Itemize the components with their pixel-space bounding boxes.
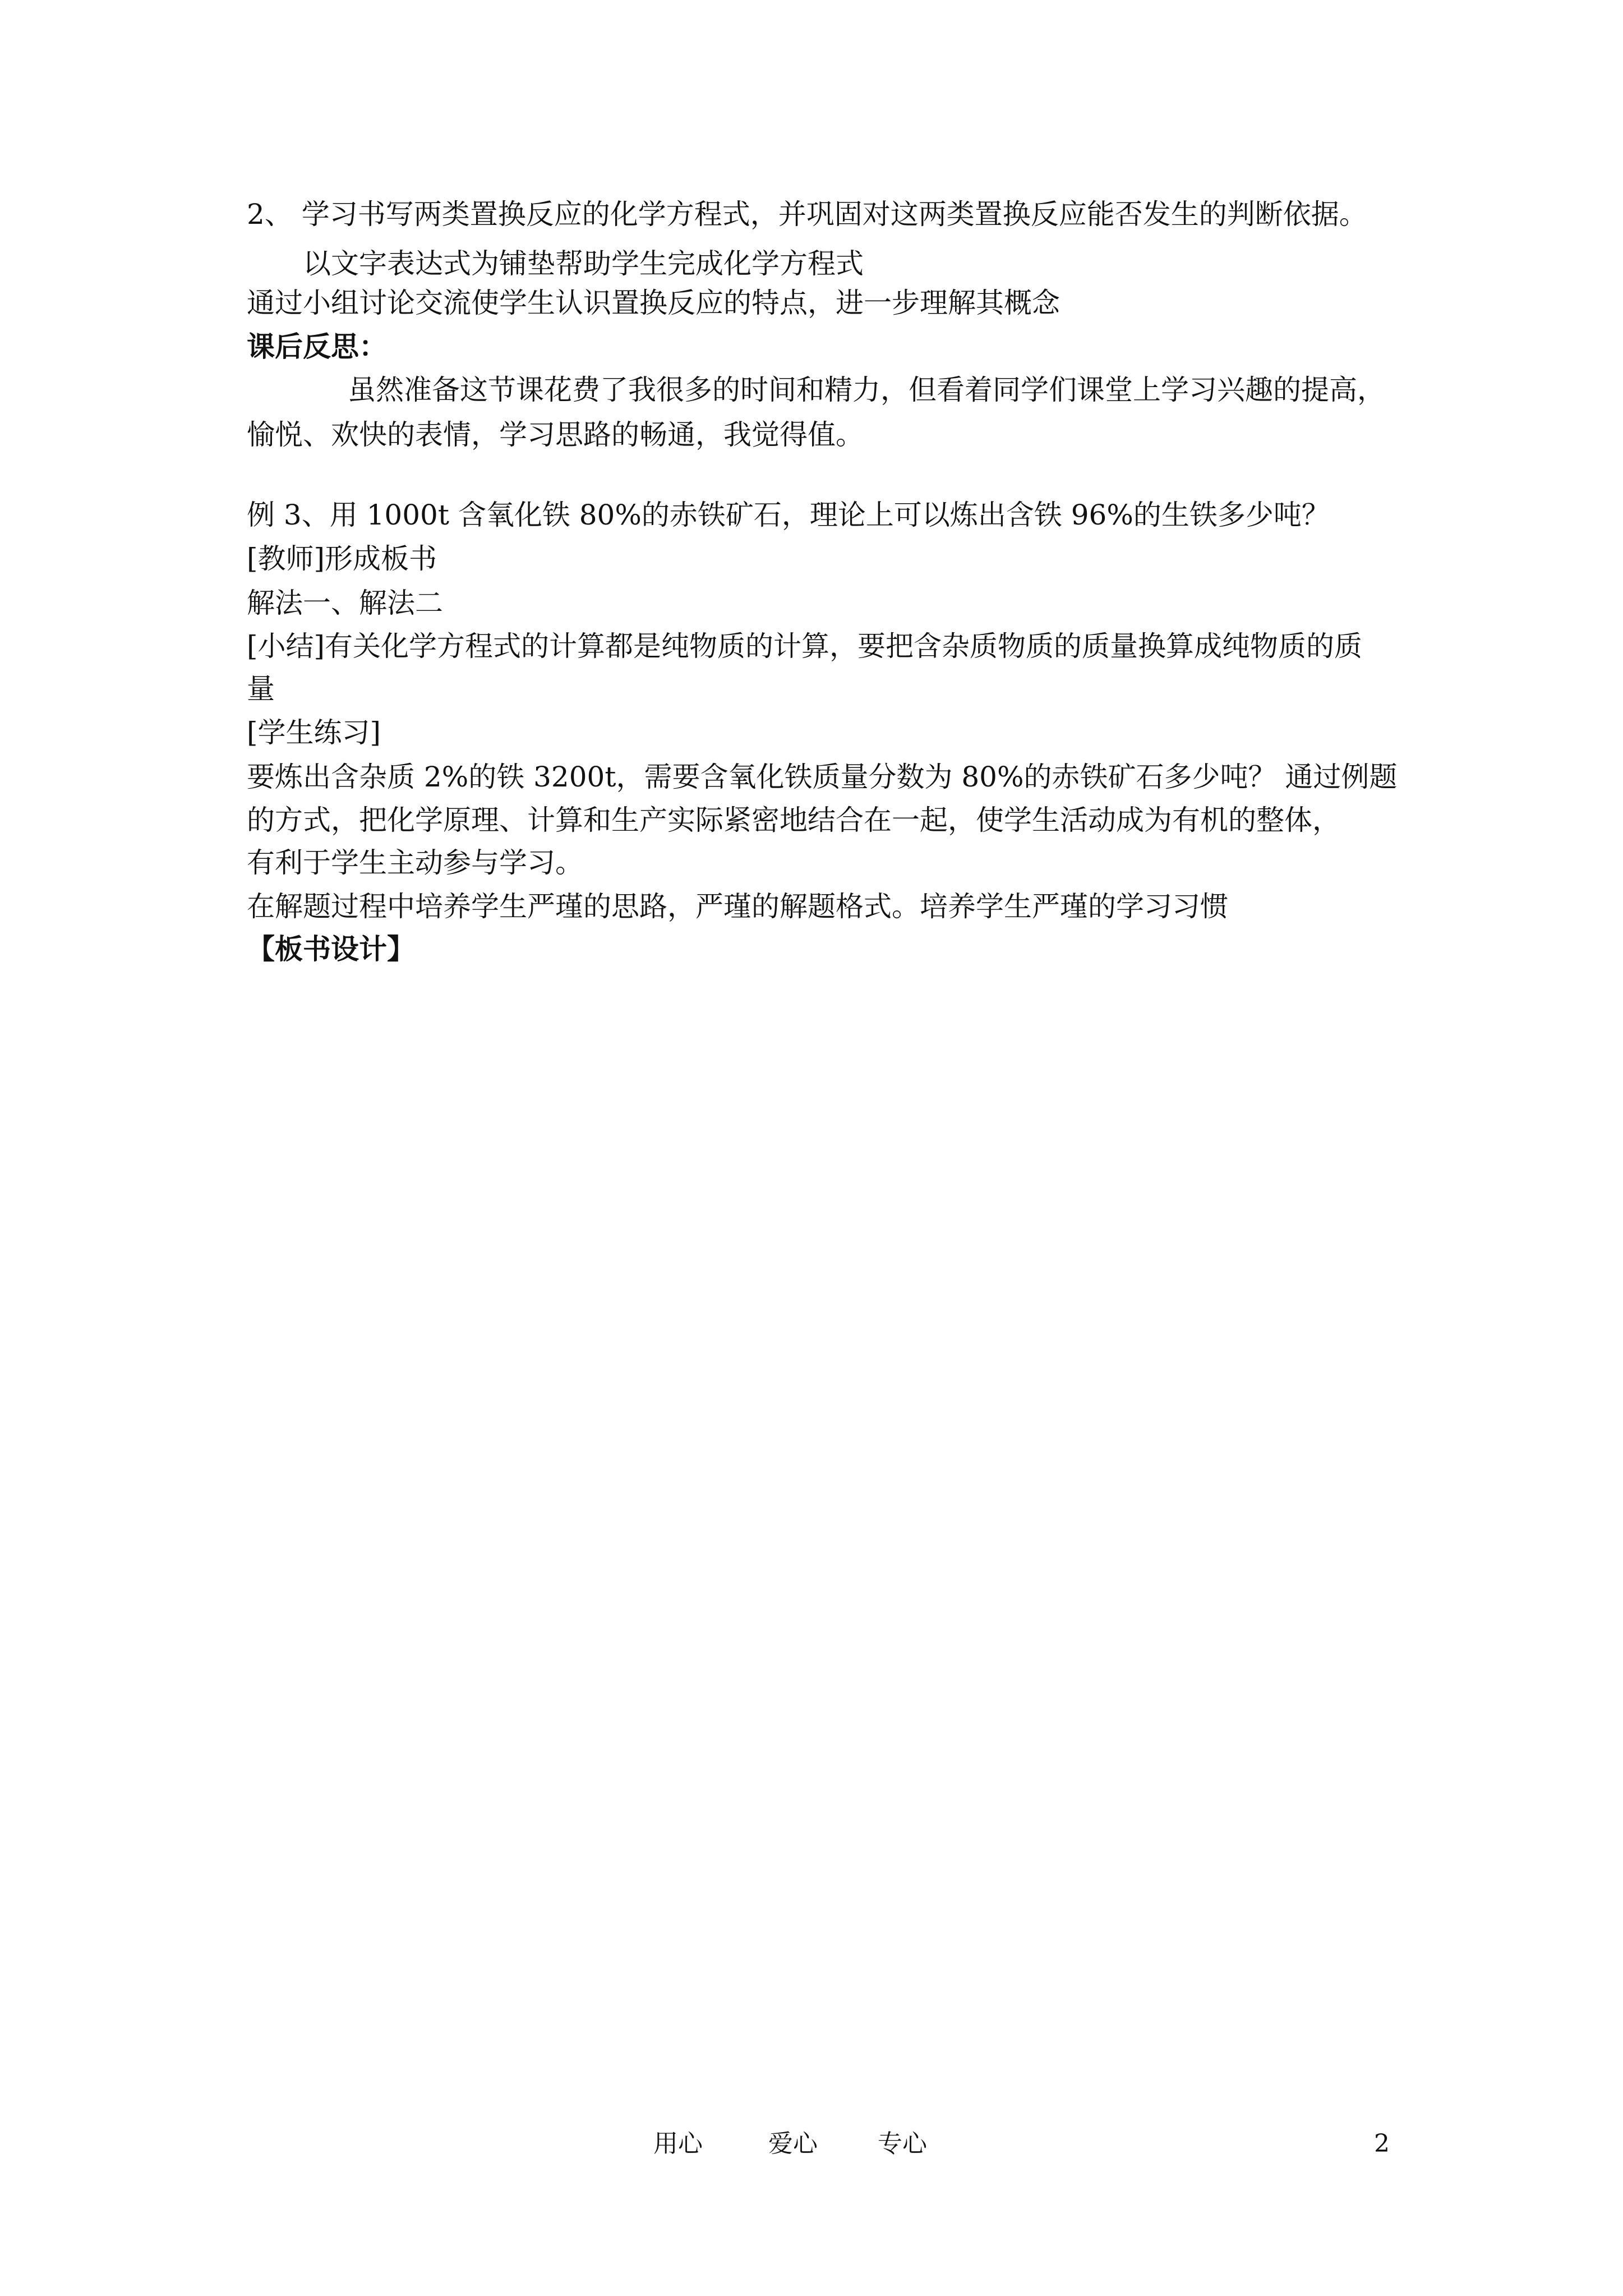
teacher-line: [教师]形成板书 (247, 542, 437, 575)
item-2-text: 2、 学习书写两类置换反应的化学方程式，并巩固对这两类置换反应能否发生的判断依据。 (247, 198, 1367, 231)
example-3-line: 例 3、用 1000t 含氧化铁 80%的赤铁矿石，理论上可以炼出含铁 96%的生铁多少吨？ (247, 499, 1330, 531)
summary-line-1: [小结]有关化学方程式的计算都是纯物质的计算，要把含杂质物质的质量换算成纯物质的质 (247, 630, 1363, 662)
exercise-line-2: 的方式，把化学原理、计算和生产实际紧密地结合在一起，使学生活动成为有机的整体， (247, 804, 1340, 836)
reflection-line-1: 虽然准备这节课花费了我很多的时间和精力，但看着同学们课堂上学习兴趣的提高， (348, 374, 1385, 406)
board-design-heading: 【板书设计】 (247, 932, 415, 965)
group-discussion-line: 通过小组讨论交流使学生认识置换反应的特点，进一步理解其概念 (247, 287, 1060, 319)
summary-line-2: 量 (247, 673, 275, 705)
footer-motto-1: 用心 (653, 2129, 703, 2158)
footer-motto-3: 专心 (878, 2129, 927, 2158)
exercise-line-3: 有利于学生主动参与学习。 (247, 846, 583, 879)
reflection-line-2: 愉悦、欢快的表情，学习思路的畅通，我觉得值。 (247, 418, 864, 451)
footer-motto-2: 爱心 (768, 2129, 818, 2158)
page-number: 2 (1374, 2129, 1390, 2158)
solution-line: 解法一、解法二 (247, 587, 443, 619)
text-wording-line: 以文字表达式为铺垫帮助学生完成化学方程式 (303, 247, 864, 280)
exercise-line-1: 要炼出含杂质 2%的铁 3200t，需要含氧化铁质量分数为 80%的赤铁矿石多少吨？ 通过例题 (247, 761, 1398, 793)
reflection-heading: 课后反思： (247, 330, 387, 363)
student-practice-line: [学生练习] (247, 716, 381, 749)
habit-line: 在解题过程中培养学生严瑾的思路，严瑾的解题格式。培养学生严瑾的学习习惯 (247, 890, 1228, 923)
